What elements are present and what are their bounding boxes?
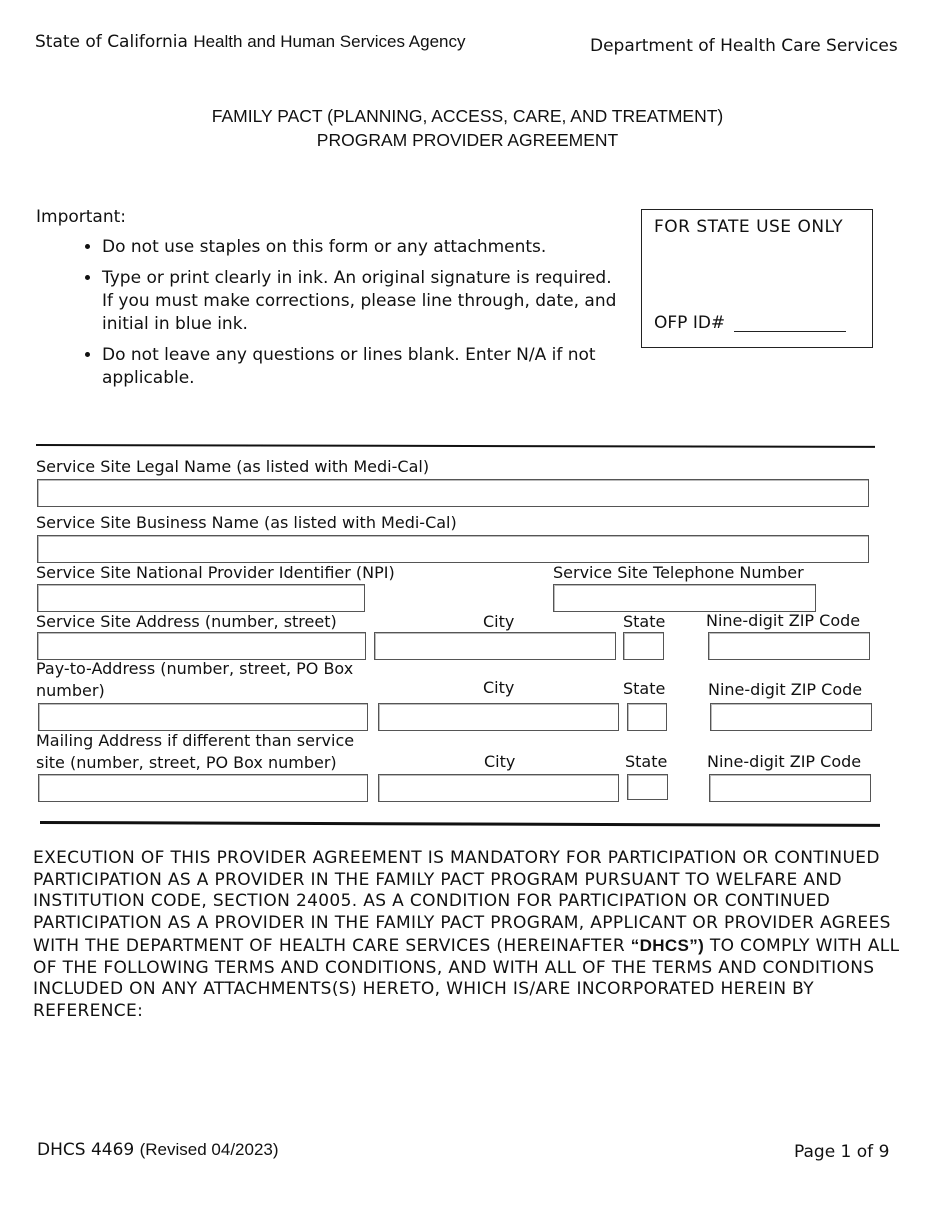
revision-date: (Revised 04/2023)	[139, 1140, 279, 1159]
mailing-city-field[interactable]	[378, 774, 619, 802]
legal-name-field[interactable]	[37, 479, 869, 507]
ofp-id-line	[734, 331, 846, 332]
ofp-id-label: OFP ID#	[654, 313, 726, 333]
state-label: State	[623, 612, 666, 631]
telephone-field[interactable]	[553, 584, 816, 612]
city-label: City	[483, 612, 515, 631]
zip-label: Nine-digit ZIP Code	[707, 752, 862, 771]
section-divider	[36, 444, 875, 448]
zip-label: Nine-digit ZIP Code	[708, 680, 863, 699]
npi-field[interactable]	[37, 584, 365, 612]
agency-name	[35, 32, 465, 52]
mailing-state-field[interactable]	[627, 774, 668, 800]
agency-suffix: Health and Human Services Agency	[193, 32, 466, 51]
state-label: State	[623, 679, 666, 698]
paragraph-text: EXECUTION OF THIS PROVIDER AGREEMENT IS MANDATORY FOR PARTICIPATION OR CONTINUED PARTICIPATION AS A PROVIDER IN THE FAMILY PACT PROGRAM PURSUANT TO WELFARE AND INSTITUTION CODE, SECTION 24005. AS A CONDITION FOR PARTICIPATION OR CONTINUED PARTICIPATION AS A PROVIDER IN THE FAMILY PACT PROGRAM, APPLICANT OR PROVIDER AGREES WITH THE DEPARTMENT OF HEALTH CARE SERVICES (HEREINAFTER	[33, 848, 891, 956]
pay-to-city-field[interactable]	[378, 703, 619, 731]
page-number: Page 1 of 9	[794, 1142, 890, 1162]
agency-prefix: State of California	[35, 32, 188, 52]
paragraph-bold-text: “DHCS”)	[630, 935, 705, 955]
telephone-label: Service Site Telephone Number	[553, 563, 804, 582]
address-city-field[interactable]	[374, 632, 616, 660]
important-heading: Important:	[36, 207, 127, 227]
city-label: City	[483, 678, 515, 697]
paragraph-text: TO COMPLY WITH ALL OF THE FOLLOWING TERMS AND CONDITIONS, AND WITH ALL OF THE TERMS AND CONDITIONS INCLUDED ON ANY ATTACHMENTS(S) HERETO, WHICH IS/ARE INCORPORATED HEREIN BY REFERENCE:	[33, 935, 900, 1021]
list-item: • Type or print clearly in ink. An original signature is required. If you must make corrections, please line through, date, and initial in blue ink.	[102, 267, 622, 336]
business-name-field[interactable]	[37, 535, 869, 563]
state-use-box	[641, 209, 873, 348]
pay-to-zip-field[interactable]	[710, 703, 872, 731]
npi-label: Service Site National Provider Identifier (NPI)	[36, 563, 395, 582]
address-street-field[interactable]	[37, 632, 366, 660]
agreement-paragraph	[33, 848, 913, 1023]
address-zip-field[interactable]	[708, 632, 870, 660]
pay-to-label: Pay-to-Address (number, street, PO Box number)	[36, 659, 354, 700]
legal-name-label: Service Site Legal Name (as listed with Medi-Cal)	[36, 457, 430, 476]
mailing-label: Mailing Address if different than service site (number, street, PO Box number)	[36, 731, 355, 772]
mailing-street-field[interactable]	[38, 774, 368, 802]
state-label: State	[625, 752, 668, 771]
state-use-title: FOR STATE USE ONLY	[654, 217, 844, 237]
department-name: Department of Health Care Services	[590, 36, 898, 56]
business-name-label: Service Site Business Name (as listed with Medi-Cal)	[36, 513, 457, 532]
section-divider	[40, 821, 880, 827]
pay-to-street-field[interactable]	[38, 703, 368, 731]
address-state-field[interactable]	[623, 632, 664, 660]
form-number	[37, 1140, 279, 1160]
important-list	[70, 236, 622, 398]
list-item: • Do not use staples on this form or any attachments.	[102, 236, 622, 259]
list-item: • Do not leave any questions or lines blank. Enter N/A if not applicable.	[102, 344, 622, 390]
form-number-code: DHCS 4469	[37, 1140, 135, 1160]
address-label: Service Site Address (number, street)	[36, 612, 337, 631]
mailing-zip-field[interactable]	[709, 774, 871, 802]
form-title-line2: PROGRAM PROVIDER AGREEMENT	[316, 130, 619, 150]
city-label: City	[484, 752, 516, 771]
pay-to-state-field[interactable]	[627, 703, 667, 731]
form-title-line1: FAMILY PACT (PLANNING, ACCESS, CARE, AND TREATMENT)	[211, 106, 724, 126]
zip-label: Nine-digit ZIP Code	[706, 611, 861, 630]
